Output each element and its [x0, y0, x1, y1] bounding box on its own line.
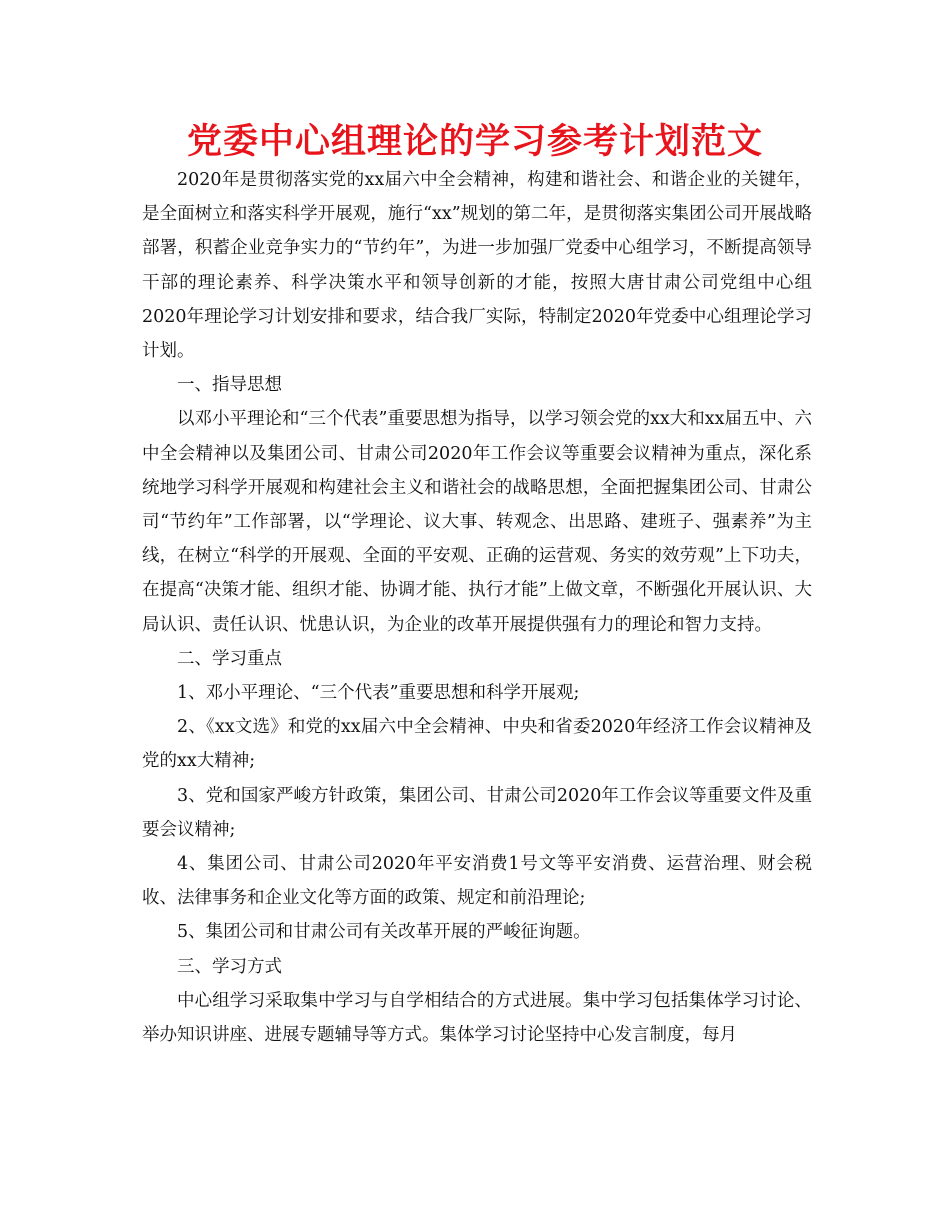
document-title: 党委中心组理论的学习参考计划范文	[186, 122, 763, 162]
paragraph-intro: 2020年是贯彻落实党的xx届六中全会精神，构建和谐社会、和谐企业的关键年，是全面树立和落实科学开展观，施行“xx”规划的第二年，是贯彻落实集团公司开展战略部署，积蓄企业竞争实力的“节约年”，为进一步加强厂党委中心组学习，不断提高领导干部的理论素养、科学决策水平和领导创新的才能，按照大唐甘肃公司党组中心组2020年理论学习计划安排和要求，结合我厂实际，特制定2020年党委中心组理论学习计划。	[142, 170, 812, 362]
list-item-focus-3: 3、党和国家严峻方针政策，集团公司、甘肃公司2020年工作会议等重要文件及重要会议精神;	[142, 785, 812, 840]
list-item-focus-5: 5、集团公司和甘肃公司有关改革开展的严峻征询题。	[177, 922, 591, 943]
list-item-focus-1: 1、邓小平理论、“三个代表”重要思想和科学开展观;	[177, 683, 580, 704]
section-heading-study-focus: 二、学习重点	[177, 648, 282, 669]
section-heading-guiding-ideology: 一、指导思想	[177, 375, 282, 396]
paragraph-guiding-ideology: 以邓小平理论和“三个代表”重要思想为指导，以学习领会党的xx大和xx届五中、六中全会精神以及集团公司、甘肃公司2020年工作会议等重要会议精神为重点，深化系统地学习科学开展观和构建社会主义和谐社会的战略思想，全面把握集团公司、甘肃公司“节约年”工作部署，以“学理论、议大事、转观念、出思路、建班子、强素养”为主线，在树立“科学的开展观、全面的平安观、正确的运营观、务实的效劳观”上下功夫，在提高“决策才能、组织才能、协调才能、执行才能”上做文章，不断强化开展认识、大局认识、责任认识、忧患认识，为企业的改革开展提供强有力的理论和智力支持。	[142, 409, 812, 635]
document-body	[142, 163, 812, 1052]
paragraph-study-method: 中心组学习采取集中学习与自学相结合的方式进展。集中学习包括集体学习讨论、举办知识讲座、进展专题辅导等方式。集体学习讨论坚持中心发言制度，每月	[142, 990, 812, 1046]
list-item-focus-4: 4、集团公司、甘肃公司2020年平安消费1号文等平安消费、运营治理、财会税收、法律事务和企业文化等方面的政策、规定和前沿理论;	[142, 854, 812, 909]
list-item-focus-2: 2、《xx文选》和党的xx届六中全会精神、中央和省委2020年经济工作会议精神及党的xx大精神;	[142, 717, 812, 772]
section-heading-study-method: 三、学习方式	[177, 956, 282, 977]
